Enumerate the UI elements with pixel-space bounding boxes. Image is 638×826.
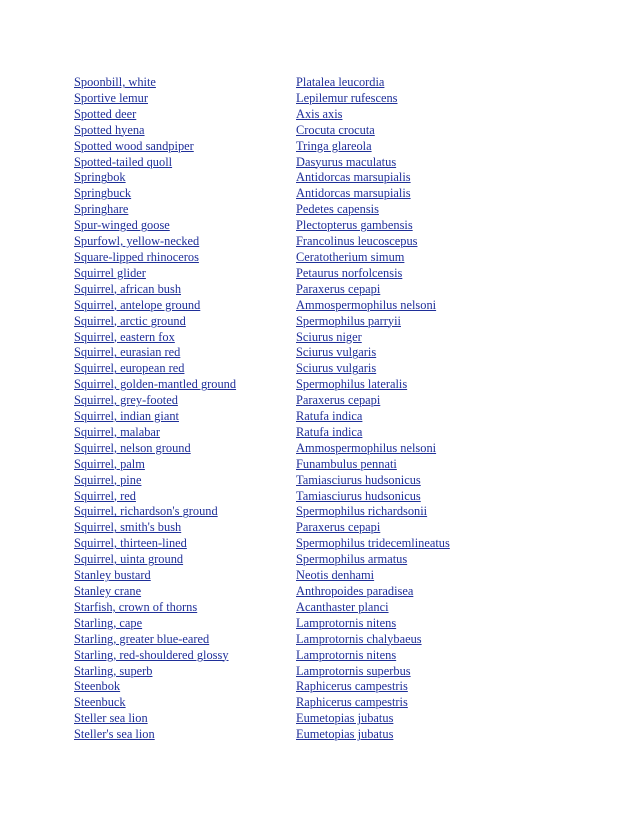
common-name-cell (74, 393, 296, 409)
list-item (74, 664, 574, 680)
list-item (74, 75, 574, 91)
scientific-name-cell (296, 186, 566, 202)
scientific-name-link[interactable]: Antidorcas marsupialis (296, 186, 411, 201)
list-item (74, 250, 574, 266)
list-item (74, 218, 574, 234)
common-name-cell (74, 489, 296, 505)
common-name-cell (74, 314, 296, 330)
list-item (74, 298, 574, 314)
common-name-link[interactable]: Squirrel, golden-mantled ground (74, 377, 237, 392)
scientific-name-link[interactable]: Ammospermophilus nelsoni (296, 297, 437, 312)
common-name-link[interactable]: Squirrel, smith's bush (74, 520, 182, 535)
common-name-cell (74, 234, 296, 250)
common-name-cell (74, 536, 296, 552)
common-name-link[interactable]: Stanley crane (74, 584, 142, 598)
scientific-name-cell (296, 107, 566, 123)
scientific-name-cell (296, 664, 566, 680)
common-name-link[interactable]: Squirrel, arctic ground (74, 313, 186, 328)
common-name-cell (74, 139, 296, 155)
common-name-cell (74, 695, 296, 711)
list-item (74, 648, 574, 664)
scientific-name-cell (296, 473, 566, 489)
common-name-link[interactable]: Squirrel, nelson ground (74, 440, 191, 455)
list-item (74, 473, 574, 489)
scientific-name-link[interactable]: Acanthaster planci (296, 599, 389, 614)
common-name-cell (74, 266, 296, 282)
common-name-cell (74, 457, 296, 473)
scientific-name-cell (296, 345, 566, 361)
common-name-link[interactable]: Squirrel, uinta ground (74, 552, 184, 567)
common-name-cell (74, 664, 296, 680)
list-item (74, 600, 574, 616)
scientific-name-link[interactable]: Paraxerus cepapi (296, 520, 381, 535)
common-name-cell (74, 648, 296, 664)
common-name-link[interactable]: Spurfowl, yellow-necked (74, 234, 200, 249)
common-name-link[interactable]: Squirrel, palm (74, 456, 145, 471)
scientific-name-link[interactable]: Dasyurus maculatus (296, 154, 397, 169)
common-name-cell (74, 75, 296, 91)
list-item (74, 345, 574, 361)
common-name-link[interactable]: Starling, greater blue-eared (74, 631, 210, 646)
scientific-name-link[interactable]: Paraxerus cepapi (296, 393, 381, 408)
scientific-name-link[interactable]: Lamprotornis nitens (296, 615, 397, 630)
scientific-name-link[interactable]: Axis axis (296, 106, 343, 121)
common-name-cell (74, 345, 296, 361)
common-name-cell (74, 282, 296, 298)
scientific-name-link[interactable]: Spermophilus tridecemlineatus (296, 536, 450, 551)
scientific-name-cell (296, 361, 566, 377)
scientific-name-link[interactable]: Pedetes capensis (296, 202, 379, 217)
common-name-cell (74, 107, 296, 123)
common-name-cell (74, 504, 296, 520)
scientific-name-link[interactable]: Tringa glareola (296, 138, 372, 153)
common-name-cell (74, 679, 296, 695)
common-name-cell (74, 632, 296, 648)
common-name-link[interactable]: Squirrel, thirteen-lined (74, 536, 187, 551)
scientific-name-link[interactable]: Ammospermophilus nelsoni (296, 440, 437, 455)
common-name-link[interactable]: Sportive lemur (74, 90, 148, 105)
scientific-name-cell (296, 155, 566, 171)
list-item (74, 409, 574, 425)
scientific-name-cell (296, 393, 566, 409)
scientific-name-cell (296, 139, 566, 155)
scientific-name-link[interactable]: Spermophilus lateralis (296, 377, 408, 392)
scientific-name-link[interactable]: Francolinus leucoscepus (296, 234, 418, 249)
scientific-name-cell (296, 170, 566, 186)
list-item (74, 202, 574, 218)
common-name-cell (74, 425, 296, 441)
scientific-name-cell (296, 600, 566, 616)
scientific-name-cell (296, 552, 566, 568)
common-name-cell (74, 91, 296, 107)
common-name-cell (74, 218, 296, 234)
common-name-cell (74, 123, 296, 139)
scientific-name-link[interactable]: Spermophilus parryii (296, 313, 401, 328)
scientific-name-link[interactable]: Neotis denhami (296, 568, 375, 583)
scientific-name-cell (296, 250, 566, 266)
list-item (74, 155, 574, 171)
common-name-cell (74, 155, 296, 171)
scientific-name-link[interactable]: Spermophilus armatus (296, 552, 408, 567)
scientific-name-link[interactable]: Lamprotornis chalybaeus (296, 631, 422, 646)
list-item (74, 123, 574, 139)
common-name-link[interactable]: Squirrel, african bush (74, 281, 182, 296)
common-name-link[interactable]: Squirrel, malabar (74, 424, 161, 439)
common-name-cell (74, 441, 296, 457)
scientific-name-cell (296, 489, 566, 505)
common-name-link[interactable]: Squirrel, european red (74, 361, 185, 376)
scientific-name-cell (296, 91, 566, 107)
common-name-link[interactable]: Squirrel, richardson's ground (74, 504, 218, 519)
common-name-cell (74, 584, 296, 600)
scientific-name-cell (296, 314, 566, 330)
common-name-cell (74, 473, 296, 489)
scientific-name-cell (296, 648, 566, 664)
scientific-name-link[interactable]: Ratufa indica (296, 424, 363, 439)
scientific-name-cell (296, 234, 566, 250)
scientific-name-cell (296, 536, 566, 552)
scientific-name-link[interactable]: Sciurus niger (296, 329, 362, 344)
list-item (74, 727, 574, 743)
common-name-cell (74, 202, 296, 218)
common-name-cell (74, 298, 296, 314)
common-name-link[interactable]: Squirrel, eurasian red (74, 345, 181, 360)
common-name-link[interactable]: Squirrel, pine (74, 472, 142, 487)
list-item (74, 234, 574, 250)
common-name-link[interactable]: Spotted-tailed quoll (74, 154, 173, 169)
scientific-name-link[interactable]: Tamiasciurus hudsonicus (296, 488, 421, 503)
list-item (74, 282, 574, 298)
common-name-link[interactable]: Spotted deer (74, 106, 137, 121)
common-name-cell (74, 727, 296, 743)
list-item (74, 330, 574, 346)
list-item (74, 536, 574, 552)
scientific-name-link[interactable]: Raphicerus campestris (296, 679, 408, 694)
scientific-name-link[interactable]: Anthropoides paradisea (296, 584, 414, 598)
list-item (74, 695, 574, 711)
common-name-cell (74, 616, 296, 632)
list-item (74, 552, 574, 568)
scientific-name-link[interactable]: Crocuta crocuta (296, 122, 375, 137)
list-item (74, 361, 574, 377)
scientific-name-cell (296, 711, 566, 727)
list-item (74, 186, 574, 202)
common-name-link[interactable]: Squirrel glider (74, 265, 146, 280)
common-name-cell (74, 330, 296, 346)
common-name-cell (74, 520, 296, 536)
common-name-cell (74, 409, 296, 425)
scientific-name-link[interactable]: Sciurus vulgaris (296, 345, 377, 360)
scientific-name-link[interactable]: Lamprotornis superbus (296, 663, 411, 678)
list-item (74, 504, 574, 520)
list-item (74, 441, 574, 457)
list-item (74, 584, 574, 600)
scientific-name-cell (296, 266, 566, 282)
scientific-name-link[interactable]: Eumetopias jubatus (296, 727, 394, 742)
list-item (74, 377, 574, 393)
common-name-link[interactable]: Squirrel, antelope ground (74, 297, 201, 312)
scientific-name-cell (296, 584, 566, 600)
common-name-link[interactable]: Stanley bustard (74, 568, 151, 583)
scientific-name-cell (296, 330, 566, 346)
scientific-name-cell (296, 616, 566, 632)
common-name-cell (74, 250, 296, 266)
scientific-name-cell (296, 441, 566, 457)
common-name-cell (74, 568, 296, 584)
scientific-name-link[interactable]: Petaurus norfolcensis (296, 265, 403, 280)
list-item (74, 520, 574, 536)
list-item (74, 393, 574, 409)
common-name-link[interactable]: Squirrel, eastern fox (74, 329, 175, 344)
list-item (74, 679, 574, 695)
common-name-cell (74, 552, 296, 568)
common-name-link[interactable]: Square-lipped rhinoceros (74, 249, 199, 264)
scientific-name-link[interactable]: Lepilemur rufescens (296, 90, 398, 105)
scientific-name-link[interactable]: Platalea leucordia (296, 75, 385, 89)
scientific-name-link[interactable]: Ceratotherium simum (296, 249, 405, 264)
scientific-name-link[interactable]: Tamiasciurus hudsonicus (296, 472, 421, 487)
common-name-link[interactable]: Starling, red-shouldered glossy (74, 647, 229, 662)
common-name-link[interactable]: Spotted hyena (74, 122, 145, 137)
common-name-cell (74, 377, 296, 393)
scientific-name-link[interactable]: Eumetopias jubatus (296, 711, 394, 726)
scientific-name-cell (296, 632, 566, 648)
list-item (74, 425, 574, 441)
common-name-link[interactable]: Squirrel, grey-footed (74, 393, 178, 408)
scientific-name-cell (296, 298, 566, 314)
common-name-link[interactable]: Spoonbill, white (74, 75, 156, 89)
common-name-link[interactable]: Steenbuck (74, 695, 126, 710)
scientific-name-link[interactable]: Spermophilus richardsonii (296, 504, 428, 519)
scientific-name-cell (296, 123, 566, 139)
scientific-name-link[interactable]: Lamprotornis nitens (296, 647, 397, 662)
list-item (74, 139, 574, 155)
common-name-link[interactable]: Steenbok (74, 679, 121, 694)
scientific-name-cell (296, 520, 566, 536)
list-item (74, 711, 574, 727)
scientific-name-cell (296, 75, 566, 91)
scientific-name-cell (296, 727, 566, 743)
common-name-link[interactable]: Spur-winged goose (74, 218, 170, 233)
list-item (74, 616, 574, 632)
scientific-name-cell (296, 679, 566, 695)
scientific-name-link[interactable]: Sciurus vulgaris (296, 361, 377, 376)
scientific-name-link[interactable]: Ratufa indica (296, 409, 363, 424)
scientific-name-cell (296, 504, 566, 520)
common-name-link[interactable]: Springhare (74, 202, 129, 217)
list-item (74, 457, 574, 473)
common-name-link[interactable]: Starling, cape (74, 615, 143, 630)
common-name-link[interactable]: Springbok (74, 170, 126, 185)
common-name-link[interactable]: Starfish, crown of thorns (74, 599, 198, 614)
list-item (74, 489, 574, 505)
common-name-cell (74, 186, 296, 202)
common-name-cell (74, 711, 296, 727)
scientific-name-cell (296, 202, 566, 218)
list-item (74, 170, 574, 186)
species-list (74, 75, 574, 743)
scientific-name-cell (296, 457, 566, 473)
scientific-name-cell (296, 377, 566, 393)
common-name-link[interactable]: Squirrel, red (74, 488, 136, 503)
common-name-link[interactable]: Springbuck (74, 186, 132, 201)
scientific-name-cell (296, 568, 566, 584)
common-name-link[interactable]: Steller sea lion (74, 711, 148, 726)
scientific-name-cell (296, 425, 566, 441)
list-item (74, 107, 574, 123)
scientific-name-link[interactable]: Antidorcas marsupialis (296, 170, 411, 185)
list-item (74, 568, 574, 584)
common-name-link[interactable]: Squirrel, indian giant (74, 409, 179, 424)
list-item (74, 632, 574, 648)
list-item (74, 266, 574, 282)
common-name-cell (74, 600, 296, 616)
scientific-name-cell (296, 695, 566, 711)
scientific-name-cell (296, 218, 566, 234)
scientific-name-link[interactable]: Paraxerus cepapi (296, 281, 381, 296)
scientific-name-link[interactable]: Raphicerus campestris (296, 695, 408, 710)
common-name-link[interactable]: Starling, superb (74, 663, 153, 678)
scientific-name-link[interactable]: Funambulus pennati (296, 456, 397, 471)
common-name-cell (74, 361, 296, 377)
common-name-link[interactable]: Spotted wood sandpiper (74, 138, 194, 153)
common-name-link[interactable]: Steller's sea lion (74, 727, 155, 742)
scientific-name-cell (296, 409, 566, 425)
list-item (74, 314, 574, 330)
scientific-name-cell (296, 282, 566, 298)
common-name-cell (74, 170, 296, 186)
scientific-name-link[interactable]: Plectopterus gambensis (296, 218, 413, 233)
list-item (74, 91, 574, 107)
